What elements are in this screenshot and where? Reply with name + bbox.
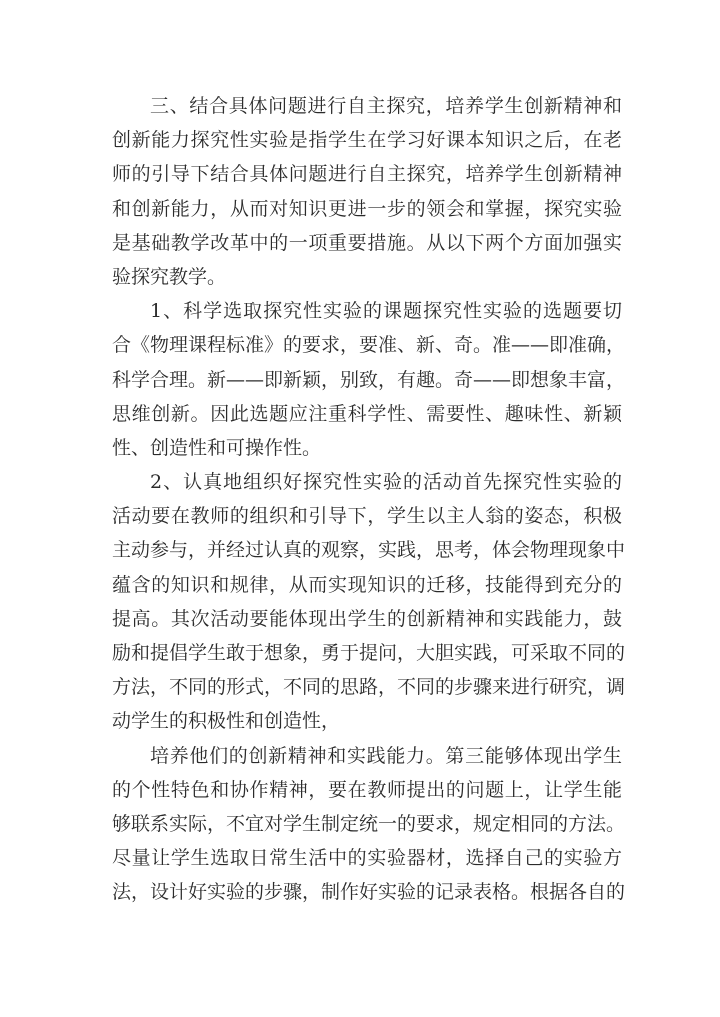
text-line: 提高。其次活动要能体现出学生的创新精神和实践能力，鼓	[112, 607, 622, 630]
text-line: 性、创造性和可操作性。	[112, 436, 322, 459]
text-line: 科学合理。新——即新颖，别致，有趣。奇——即想象丰富，	[112, 368, 626, 391]
text-line: 创新能力探究性实验是指学生在学习好课本知识之后，在老	[112, 129, 622, 152]
text-line: 够联系实际，不宜对学生制定统一的要求，规定相同的方法。	[112, 812, 626, 835]
paragraph-section-three	[112, 89, 622, 294]
paragraph-item-one	[112, 294, 626, 465]
paragraph-continuation	[112, 739, 626, 910]
text-line: 主动参与，并经过认真的观察，实践，思考，体会物理现象中	[112, 539, 626, 562]
text-line: 验探究教学。	[112, 265, 227, 288]
text-line: 2、认真地组织好探究性实验的活动首先探究性实验的	[150, 471, 622, 494]
text-line: 培养他们的创新精神和实践能力。第三能够体现出学生	[150, 744, 622, 767]
body-text	[112, 89, 626, 910]
text-line: 和创新能力，从而对知识更进一步的领会和掌握，探究实验	[112, 197, 622, 220]
text-line: 是基础教学改革中的一项重要措施。从以下两个方面加强实	[112, 231, 622, 254]
text-line: 尽量让学生选取日常生活中的实验器材，选择自己的实验方	[112, 847, 622, 870]
text-line: 的个性特色和协作精神，要在教师提出的问题上，让学生能	[112, 778, 622, 801]
text-line: 三、结合具体问题进行自主探究，培养学生创新精神和	[150, 95, 622, 117]
text-line: 思维创新。因此选题应注重科学性、需要性、趣味性、新颖	[112, 402, 622, 425]
text-line: 师的引导下结合具体问题进行自主探究，培养学生创新精神	[112, 163, 622, 186]
paragraph-item-two	[112, 465, 626, 739]
text-line: 法，设计好实验的步骤，制作好实验的记录表格。根据各自的	[112, 881, 626, 904]
text-line: 1、科学选取探究性实验的课题探究性实验的选题要切	[150, 300, 622, 323]
text-line: 活动要在教师的组织和引导下，学生以主人翁的姿态，积极	[112, 505, 622, 528]
text-line: 方法，不同的形式，不同的思路，不同的步骤来进行研究，调	[112, 676, 626, 699]
text-line: 动学生的积极性和创造性，	[112, 710, 341, 733]
text-line: 蕴含的知识和规律，从而实现知识的迁移，技能得到充分的	[112, 573, 622, 596]
text-line: 合《物理课程标准》的要求，要准、新、奇。准——即准确，	[112, 334, 626, 357]
text-line: 励和提倡学生敢于想象，勇于提问，大胆实践，可采取不同的	[112, 642, 626, 664]
